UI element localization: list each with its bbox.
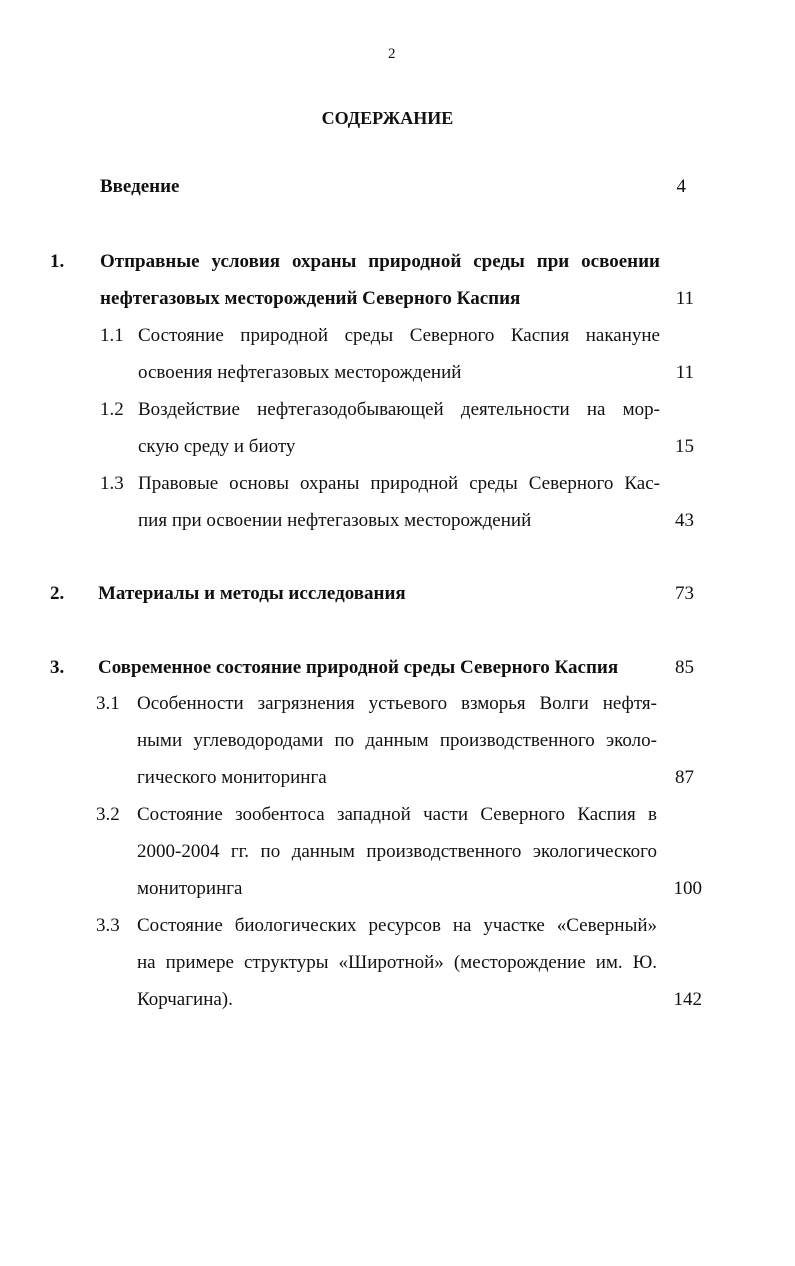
section-page: 15 xyxy=(675,436,694,457)
section-number: 3.2 xyxy=(96,804,120,825)
chapter-page: 11 xyxy=(675,288,694,309)
chapter-number: 1. xyxy=(50,251,65,272)
section-title-line: скую среду и биоту xyxy=(138,436,296,457)
section-title-line: пия при освоении нефтегазовых месторождений xyxy=(138,510,532,531)
section-page: 11 xyxy=(675,362,694,383)
chapter-page: 85 xyxy=(675,657,694,678)
chapter-title-line: Современное состояние природной среды Северного Каспия xyxy=(98,657,619,678)
section-page: 43 xyxy=(675,510,694,531)
section-title-line: гического мониторинга xyxy=(137,767,327,788)
chapter-title-line: Отправные условия охраны природной среды при освоении xyxy=(100,251,660,272)
section-title-line: Воздействие нефтегазодобывающей деятельности на мор- xyxy=(138,399,660,420)
section-title-line: мониторинга xyxy=(137,878,243,899)
toc-title: СОДЕРЖАНИЕ xyxy=(321,108,454,128)
section-title-line: 2000-2004 гг. по данным производственного экологического xyxy=(137,841,657,862)
section-title-line: на примере структуры «Широтной» (месторождение им. Ю. xyxy=(137,952,657,973)
section-title-line: ными углеводородами по данным производственного эколо- xyxy=(137,730,657,751)
section-title-line: Правовые основы охраны природной среды Северного Кас- xyxy=(138,473,660,494)
section-number: 1.1 xyxy=(100,325,124,346)
chapter-title-line: нефтегазовых месторождений Северного Каспия xyxy=(100,288,521,309)
section-number: 3.1 xyxy=(96,693,120,714)
section-title-line: освоения нефтегазовых месторождений xyxy=(138,362,462,383)
section-title-line: Корчагина). xyxy=(137,989,233,1010)
section-number: 3.3 xyxy=(96,915,120,936)
section-number: 1.3 xyxy=(100,473,124,494)
section-number: 1.2 xyxy=(100,399,124,420)
page-number: 2 xyxy=(388,46,396,62)
chapter-title-line: Материалы и методы исследования xyxy=(98,583,406,604)
chapter-number: 3. xyxy=(50,657,65,678)
section-page: 142 xyxy=(673,989,702,1010)
toc-intro-page: 4 xyxy=(676,176,686,197)
section-page: 100 xyxy=(673,878,702,899)
section-title-line: Состояние зообентоса западной части Северного Каспия в xyxy=(137,804,657,825)
section-title-line: Состояние биологических ресурсов на участке «Северный» xyxy=(137,915,657,936)
section-title-line: Состояние природной среды Северного Каспия накануне xyxy=(138,325,660,346)
section-title-line: Особенности загрязнения устьевого взморья Волги нефтя- xyxy=(137,693,657,714)
toc-intro-label: Введение xyxy=(100,176,180,197)
section-page: 87 xyxy=(675,767,694,788)
chapter-page: 73 xyxy=(675,583,694,604)
chapter-number: 2. xyxy=(50,583,65,604)
